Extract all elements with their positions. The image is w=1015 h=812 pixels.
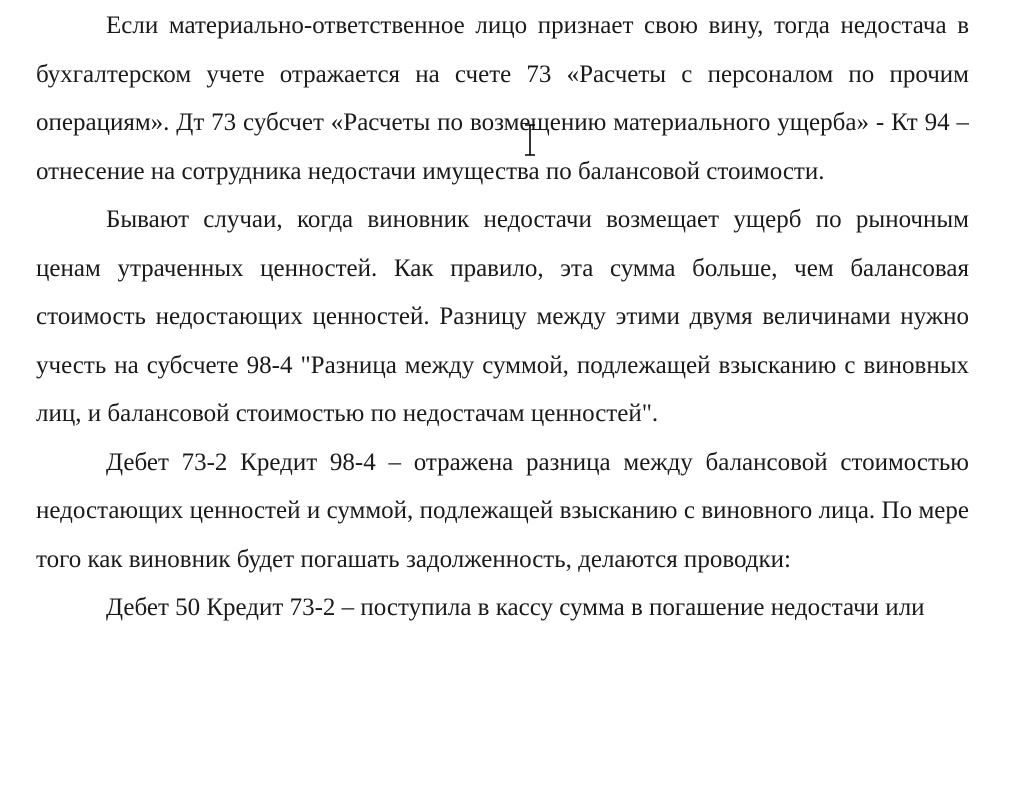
paragraph-2[interactable]: Бывают случаи, когда виновник недостачи возмещает ущерб по рыночным ценам утраченных ценностей. Как правило, эта сумма больше, чем балансовая стоимость недостающих ценностей. Разницу между этими двумя величинами нужно учесть на субсчете 98-4 "Разница между суммой, подлежащей взысканию с виновных лиц, и балансовой стоимостью по недостачам ценностей". <box>36 206 969 427</box>
paragraph-3[interactable]: Дебет 73-2 Кредит 98-4 – отражена разница между балансовой стоимостью недостающих ценностей и суммой, подлежащей взысканию с виновного лица. По мере того как виновник будет погашать задолженность, делаются проводки: <box>36 448 969 573</box>
paragraph-1[interactable]: Если материально-ответственное лицо признает свою вину, тогда недостача в бухгалтерском учете отражается на счете 73 «Расчеты с персоналом по прочим операциям». Дт 73 субсчет «Расчеты по возмещению материального ущерба» - Кт 94 – отнесение на сотрудника недостачи имущества по балансовой стоимости. <box>36 12 969 185</box>
document-page[interactable] <box>36 0 969 812</box>
paragraph-4[interactable]: Дебет 50 Кредит 73-2 – поступила в кассу сумма в погашение недостачи или <box>106 594 925 621</box>
text-cursor-icon <box>524 124 536 156</box>
